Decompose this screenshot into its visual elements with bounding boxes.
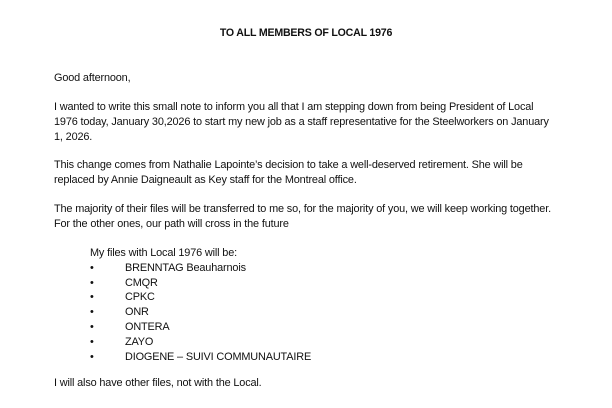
closing-paragraph: I will also have other files, not with the Local. — [54, 377, 262, 389]
list-item-label: ONR — [125, 306, 149, 319]
list-item — [90, 335, 237, 350]
list-item — [90, 261, 246, 276]
paragraph-retirement: This change comes from Nathalie Lapointe’s decision to take a well-deserved retirement. She will be replaced by Annie Daigneault as Key staff for the Montreal office. — [54, 159, 523, 186]
list-item-label: ZAYO — [125, 335, 154, 348]
bullet-icon: • — [90, 291, 94, 304]
list-item-label: CPKC — [125, 291, 155, 304]
files-intro — [90, 246, 237, 261]
bullet-icon: • — [90, 306, 94, 319]
list-item — [90, 276, 237, 291]
bullet-icon: • — [90, 335, 94, 348]
list-item — [90, 320, 237, 335]
bullet-icon: • — [90, 320, 94, 333]
list-item-label: BRENNTAG Beauharnois — [125, 261, 246, 274]
bullet-icon: • — [90, 350, 94, 363]
list-item-label: ONTERA — [125, 320, 170, 333]
list-item — [90, 305, 237, 320]
list-item — [90, 350, 312, 365]
greeting: Good afternoon, — [54, 72, 131, 84]
files-list — [90, 261, 312, 365]
paragraph-files-transfer: The majority of their files will be transferred to me so, for the majority of you, we will keep working together. For the other ones, our path will cross in the future — [54, 203, 551, 230]
files-intro-text: My files with Local 1976 will be: — [90, 247, 237, 259]
document-title: TO ALL MEMBERS OF LOCAL 1976 — [219, 27, 393, 39]
list-item-label: CMQR — [125, 276, 158, 289]
bullet-icon: • — [90, 276, 94, 289]
bullet-icon: • — [90, 261, 94, 274]
list-item — [90, 290, 237, 305]
paragraph-announcement: I wanted to write this small note to inform you all that I am stepping down from being President of Local 1976 today, January 30,2026 to start my new job as a staff representative for the Steelworkers on January 1, 2026. — [54, 101, 549, 143]
files-list-section — [90, 246, 312, 364]
list-item-label: DIOGENE – SUIVI COMMUNAUTAIRE — [125, 350, 312, 363]
